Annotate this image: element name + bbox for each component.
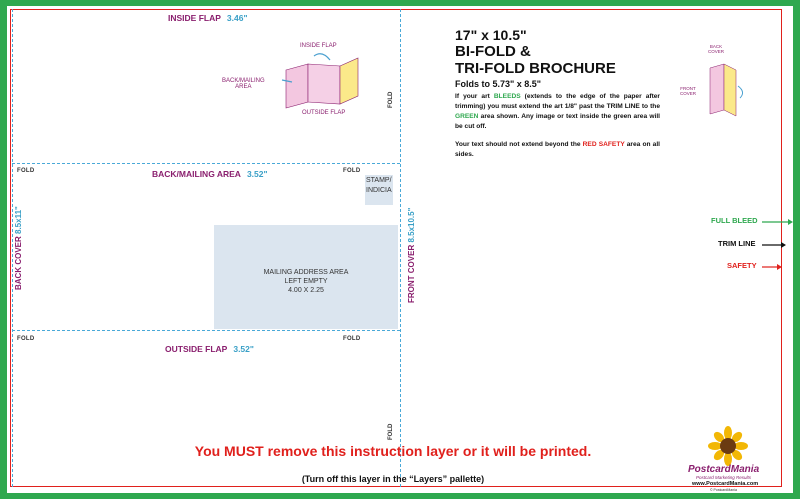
fold-line-horizontal-bottom — [12, 330, 400, 331]
postcardmania-logo-text: PostcardMania — [688, 464, 760, 475]
trim-line-arrow-icon — [762, 241, 786, 249]
logo-copyright: © PostcardMania — [710, 488, 737, 492]
fold-marker: FOLD — [17, 168, 35, 174]
inside-flap-title: INSIDE FLAP 3.46" — [168, 13, 248, 23]
stamp-indicia-text: STAMP/ INDICIA — [366, 177, 392, 194]
fold-line-vertical-center — [400, 9, 401, 487]
back-cover-label: BACK COVER 8.5x11" — [14, 206, 23, 290]
outside-flap-dimension: 3.52" — [233, 344, 254, 354]
legend-full-bleed: FULL BLEED — [711, 216, 758, 225]
back-mailing-title: BACK/MAILING AREA 3.52" — [152, 169, 268, 179]
fold-marker: FOLD — [343, 168, 361, 174]
diagram-outside-flap-label: OUTSIDE FLAP — [302, 110, 346, 116]
diagram-inside-flap-label: INSIDE FLAP — [300, 43, 337, 49]
cover-fold-diagram — [700, 60, 750, 120]
diagram-front-cover-label: FRONT COVER — [680, 86, 697, 96]
folds-to-text: Folds to 5.73" x 8.5" — [455, 79, 542, 89]
brochure-fold-diagram — [278, 52, 362, 110]
instruction-block — [455, 28, 660, 160]
fold-marker-vertical: FOLD — [388, 91, 394, 108]
safety-instructions: Your text should not extend beyond the RED SAFETY area on all sides. — [455, 141, 660, 158]
fold-line-left-edge — [12, 9, 13, 487]
logo-url: www.PostcardMania.com — [692, 481, 759, 487]
fold-marker: FOLD — [343, 336, 361, 342]
inside-flap-dimension: 3.46" — [226, 13, 248, 23]
remove-layer-warning: You MUST remove this instruction layer or it will be printed. — [194, 443, 592, 459]
mailing-address-text: MAILING ADDRESS AREA LEFT EMPTY 4.00 X 2.25 — [263, 269, 349, 294]
fold-marker-vertical: FOLD — [388, 423, 394, 440]
back-mailing-dimension: 3.52" — [246, 169, 268, 179]
front-cover-dimension: 8.5x10.5" — [407, 207, 416, 243]
legend-trim-line: TRIM LINE — [718, 239, 756, 248]
sunflower-logo-icon — [708, 426, 748, 466]
front-cover-label: FRONT COVER 8.5x10.5" — [407, 207, 416, 303]
fold-marker: FOLD — [17, 336, 35, 342]
legend-safety: SAFETY — [727, 261, 757, 270]
bifold-title: BI-FOLD & — [455, 43, 531, 60]
size-title: 17" x 10.5" — [455, 27, 527, 43]
bleed-instructions: If your art BLEEDS (extends to the edge of the paper after trimming) you must extend the art 1/8" past the TRIM LINE to the GREEN area shown. Any image or text inside the green area will be cut off. — [455, 93, 660, 130]
full-bleed-arrow-icon — [762, 218, 793, 226]
diagram-back-cover-label: BACK COVER — [708, 44, 725, 54]
layers-instruction: (Turn off this layer in the “Layers” pallette) — [301, 474, 485, 484]
back-cover-dimension: 8.5x11" — [14, 206, 23, 234]
safety-arrow-icon — [762, 263, 782, 271]
diagram-back-mailing-label: BACK/MAILING AREA — [222, 78, 265, 90]
fold-line-horizontal-top — [12, 163, 400, 164]
logo-tagline: Postcard Marketing Results — [696, 475, 752, 480]
outside-flap-title: OUTSIDE FLAP 3.52" — [165, 344, 254, 354]
trifold-title: TRI-FOLD BROCHURE — [455, 60, 616, 77]
